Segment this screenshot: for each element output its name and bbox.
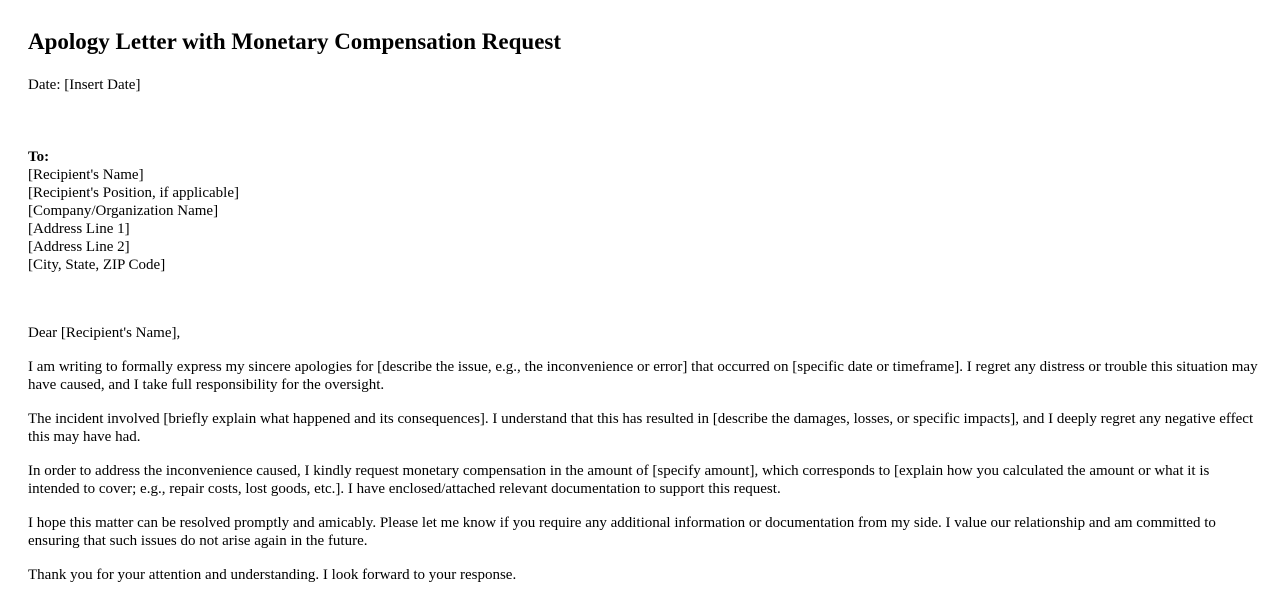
recipient-company-line: [Company/Organization Name] (28, 203, 219, 219)
to-label: To: (28, 149, 50, 165)
letter-title: Apology Letter with Monetary Compensation Request (28, 29, 562, 54)
recipient-address-line-2: [Address Line 2] (28, 239, 130, 255)
recipient-block (28, 148, 1258, 274)
greeting: Dear [Recipient's Name], (28, 325, 181, 341)
recipient-city-line: [City, State, ZIP Code] (28, 257, 166, 273)
paragraph-closing: Thank you for your attention and understanding. I look forward to your response. (28, 567, 517, 583)
paragraph-resolution: I hope this matter can be resolved promptly and amicably. Please let me know if you require any additional information or documentation from my side. I value our relationship and am committed to ensuring that such issues do not arise again in the future. (28, 515, 1216, 549)
recipient-name-line: [Recipient's Name] (28, 167, 144, 183)
paragraph-incident: The incident involved [briefly explain what happened and its consequences]. I understand that this has resulted in [describe the damages, losses, or specific impacts], and I deeply regret any negative effect this may have had. (28, 411, 1254, 445)
recipient-position-line: [Recipient's Position, if applicable] (28, 185, 239, 201)
date-line: Date: [Insert Date] (28, 77, 141, 93)
paragraph-compensation-request: In order to address the inconvenience caused, I kindly request monetary compensation in the amount of [specify amount], which corresponds to [explain how you calculated the amount or what it is intended to cover; e.g., repair costs, lost goods, etc.]. I have enclosed/attached relevant documentation to support this request. (28, 463, 1210, 497)
paragraph-apology: I am writing to formally express my sincere apologies for [describe the issue, e.g., the inconvenience or error] that occurred on [specific date or timeframe]. I regret any distress or trouble this situation may have caused, and I take full responsibility for the oversight. (28, 359, 1258, 393)
recipient-address-line-1: [Address Line 1] (28, 221, 130, 237)
